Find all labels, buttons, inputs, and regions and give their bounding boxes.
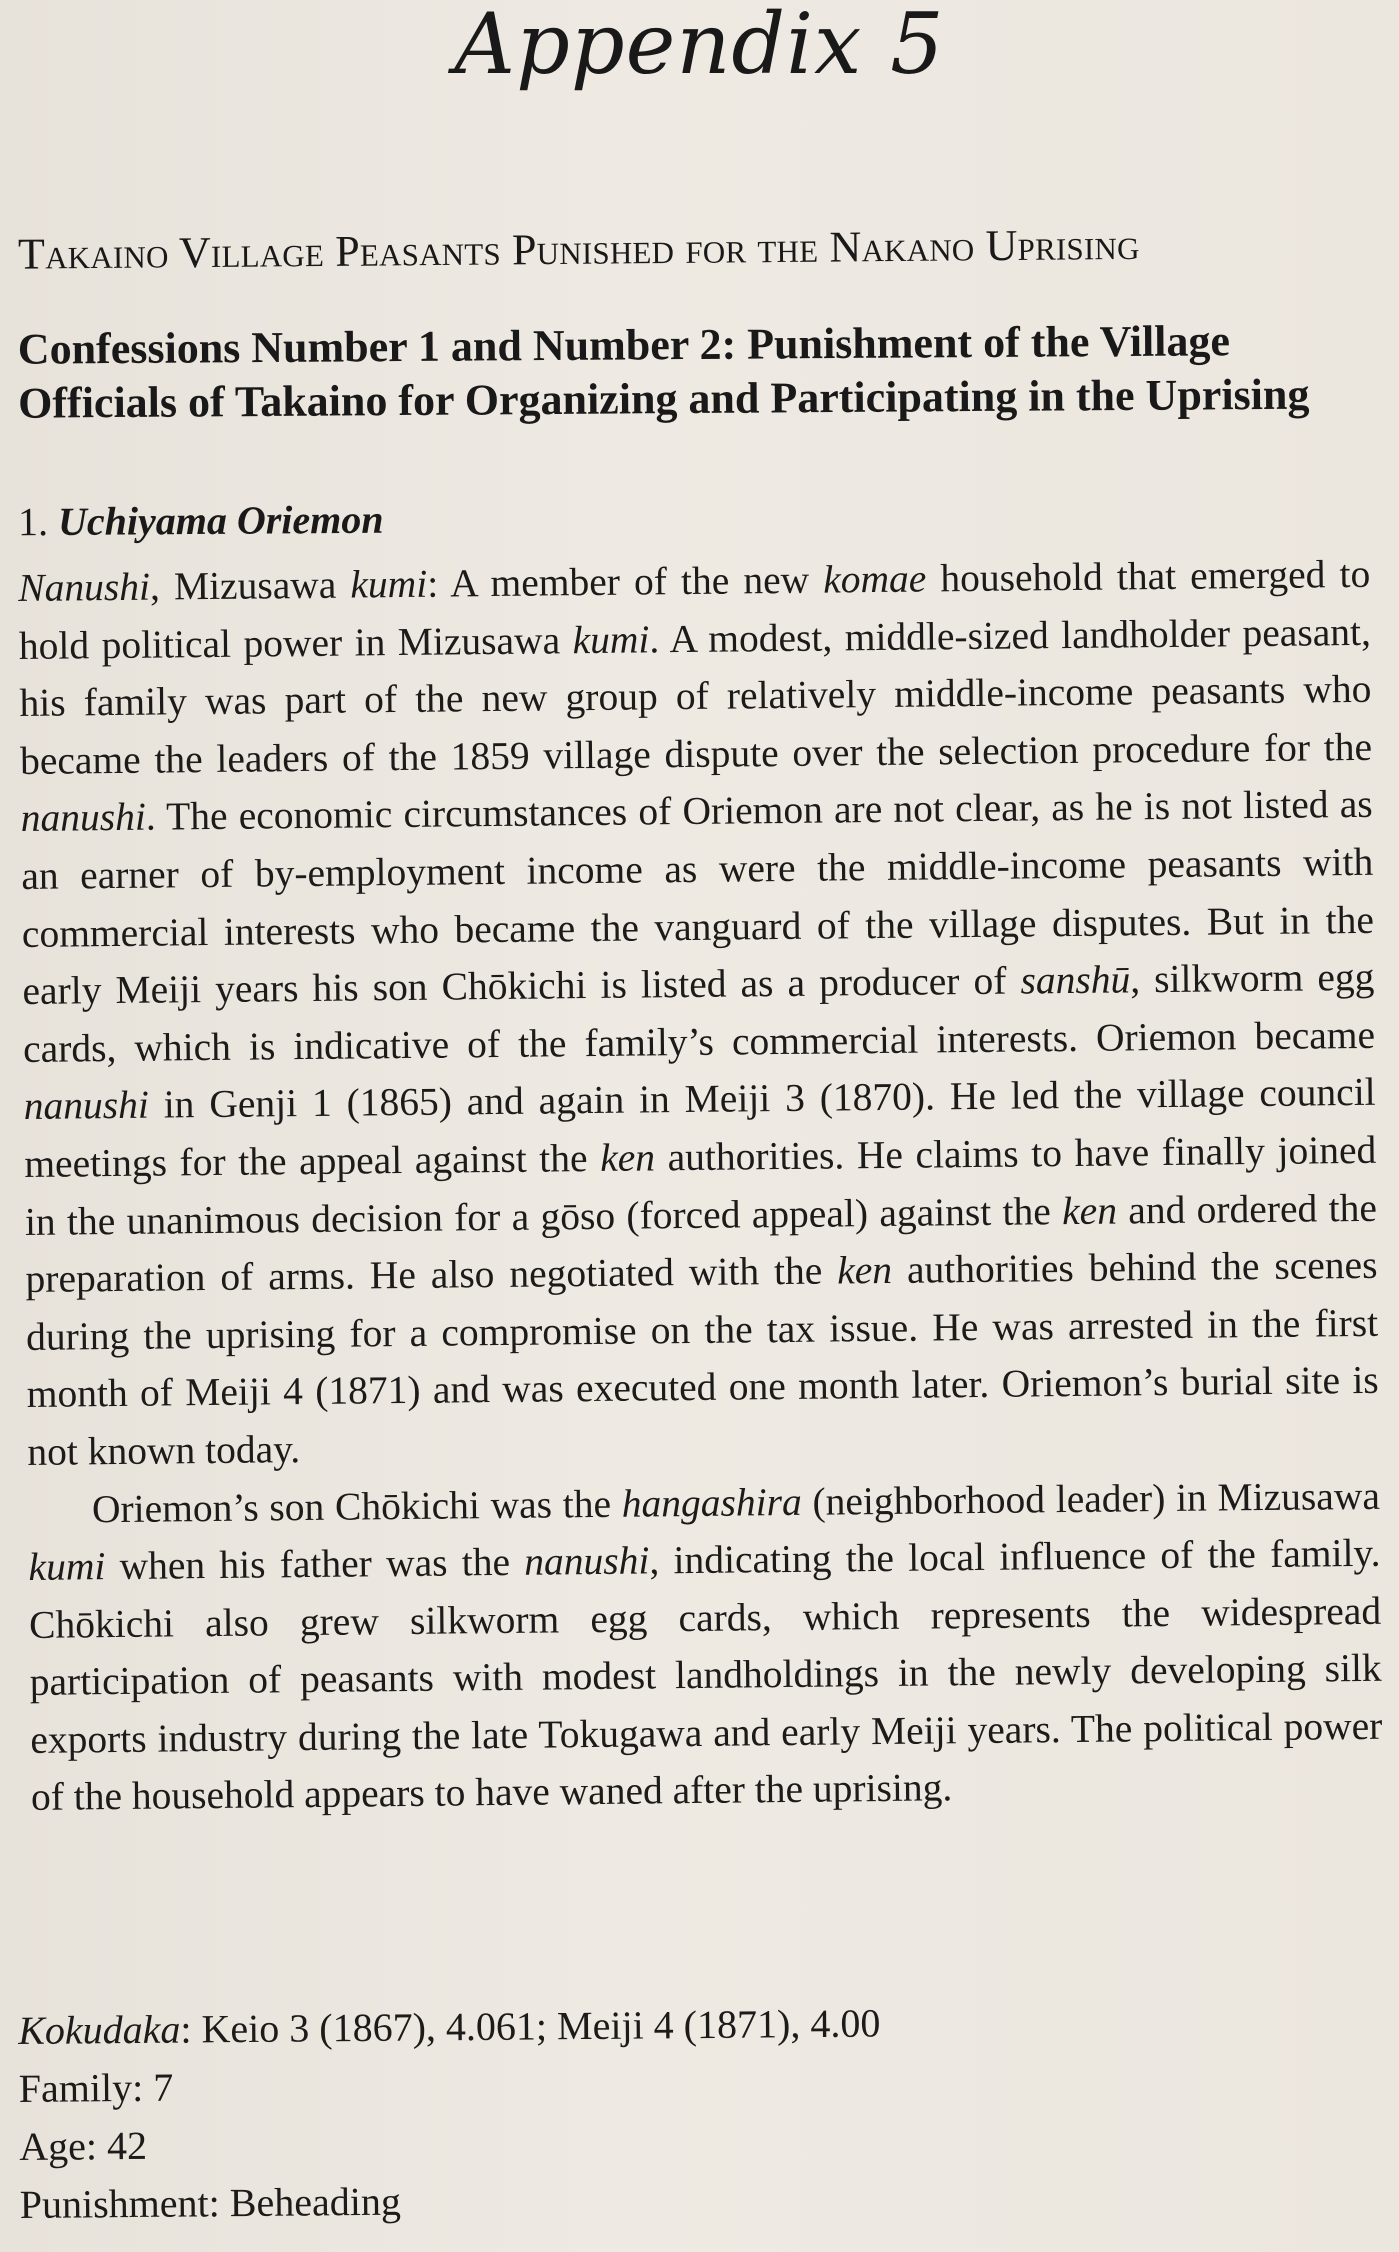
entry-body [18,546,1383,1827]
punishment-line: Punishment: Beheading [19,2178,402,2227]
text-run: when his father was the [105,1539,525,1589]
subtitle-line-1: Confessions Number 1 and Number 2: Punishment of the Village [17,316,1231,374]
text-run: : A member of the new [426,557,824,606]
entry-heading [18,495,384,548]
text-run: authorities. He claims to have finally joined in the unanimous decision for a gōso (forced appeal) against the [24,1127,1377,1244]
italic-term: ken [1061,1188,1118,1233]
text-run: and ordered the preparation of arms. He also negotiated with the [25,1185,1378,1302]
italic-term: kumi [350,561,428,607]
italic-term: komae [822,556,927,602]
italic-term: nanushi [23,1083,150,1129]
section-title: Takaino Village Peasants Punished for the Nakano Uprising [17,219,1140,279]
italic-term: nanushi [20,795,147,841]
text-run: in Genji 1 (1865) and again in Meiji 3 (1870). He led the village council meetings for the appeal against the [24,1070,1376,1186]
text-run: household that emerged to hold political power in Mizusawa [18,551,1371,668]
text-run: . The economic circumstances of Oriemon are not clear, as he is not listed as an earner of by-employment income as were the middle-income peasants with commercial interests who became the vanguard of the village disputes. But in the early Meiji years his son Chōkichi is listed as a producer of [21,782,1375,1014]
text-run: . A modest, middle-sized landholder peasant, his family was part of the new group of relatively middle-income peasants who became the leaders of the 1859 village dispute over the selection procedure for the [19,609,1373,783]
italic-term: hangashira [621,1479,802,1526]
text-run: (neighborhood leader) in Mizusawa [801,1473,1381,1524]
confession-subtitle [18,313,1369,430]
age-line: Age: 42 [19,2122,148,2169]
family-line: Family: 7 [18,2064,174,2111]
text-run: authorities behind the scenes during the uprising for a compromise on the tax issue. He was arrested in the first month of Meiji 4 (1871) and was executed one month later. Oriemon’s burial site is not known today. [25,1242,1379,1474]
text-run: , indicating the local influence of the family. Chōkichi also grew silkworm egg cards, which represents the widespread participation of peasants with modest landholdings in the newly developing silk exports industry during the late Tokugawa and early Meiji years. The political power of the household appears to have waned after the uprising. [28,1530,1383,1820]
paragraph-2 [28,1467,1384,1827]
kokudaka-value: : Keio 3 (1867), 4.061; Meiji 4 (1871), 4.00 [180,2000,881,2052]
italic-term: ken [599,1135,656,1180]
text-run: , silkworm egg cards, which is indicative of the family’s commercial interests. Oriemon became [22,954,1376,1071]
subtitle-line-2: Officials of Takaino for Organizing and Participating in the Uprising [18,369,1310,428]
kokudaka-label: Kokudaka [18,2006,181,2053]
italic-term: nanushi [524,1538,650,1584]
italic-term: ken [837,1248,893,1293]
paragraph-1 [18,546,1380,1482]
italic-term: sanshū [1020,957,1131,1003]
italic-term: Nanushi [18,564,151,610]
entry-name: Uchiyama Oriemon [57,496,384,544]
italic-term: kumi [572,616,650,662]
text-run: Oriemon’s son Chōkichi was the [91,1481,622,1531]
entry-number: 1. [17,499,49,545]
text-run: , Mizusawa [149,562,351,609]
appendix-title: Appendix 5 [454,0,945,93]
entry-facts [18,1991,1320,2234]
italic-term: kumi [28,1544,106,1590]
